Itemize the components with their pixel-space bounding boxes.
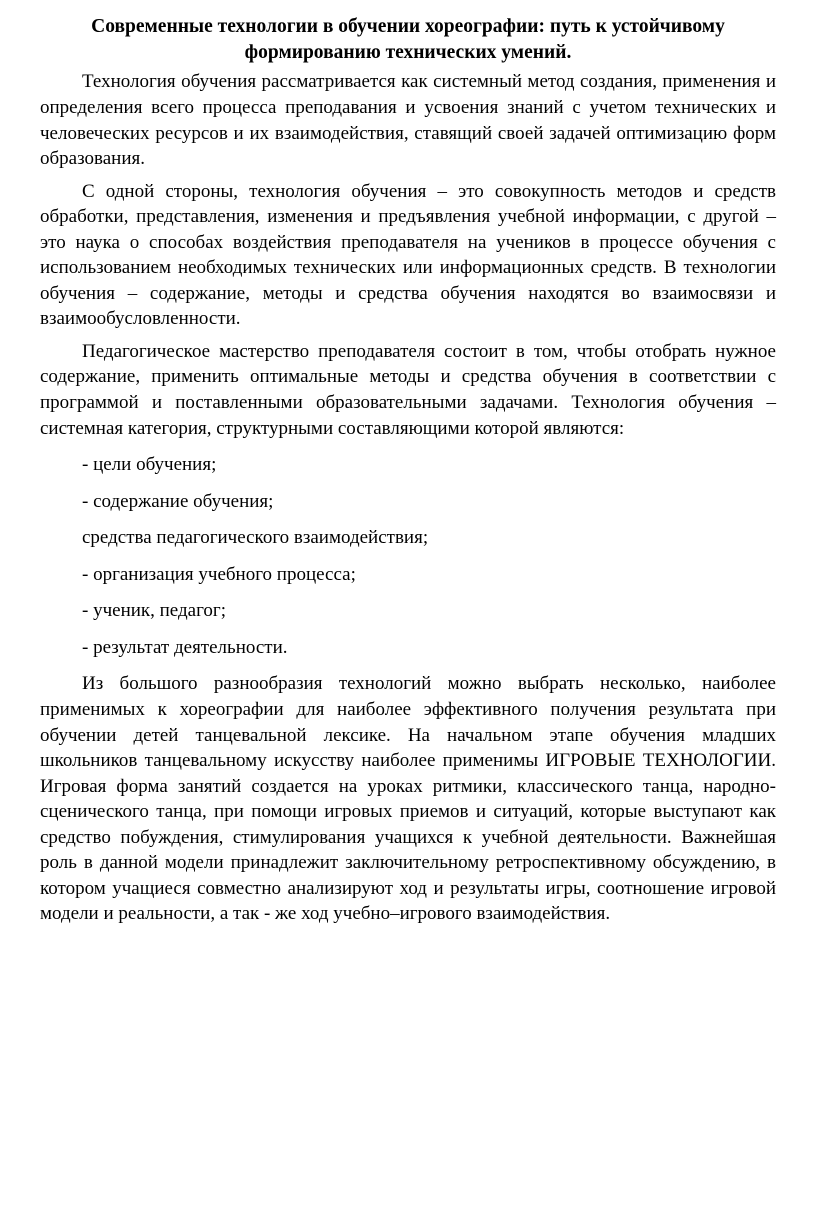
list-spacer xyxy=(40,442,776,452)
list-spacer xyxy=(40,515,776,525)
list-spacer xyxy=(40,479,776,489)
list-item: - результат деятельности. xyxy=(82,636,288,658)
list-item: - организация учебного процесса; xyxy=(82,563,356,585)
list-spacer xyxy=(40,625,776,635)
paragraph-final: Из большого разнообразия технологий можно выбрать несколько, наиболее применимых к хореографии для наиболее эффективного получения результата при обучении детей танцевальной лексике. На начальном этапе обучения младших школьников танцевальному искусству наиболее применимы ИГРОВЫЕ ТЕХНОЛОГИИ. Игровая форма занятий создается на уроках ритмики, классического танца, народно-сценического танца, при помощи игровых приемов и ситуаций, которые выступают как средство побуждения, стимулирования учащихся к учебной деятельности. Важнейшая роль в данной модели принадлежит заключительному ретроспективному обсуждению, в котором учащиеся совместно анализируют ход и результаты игры, соотношение игровой модели и реальности, а так - же ход учебно–игрового взаимодействия. xyxy=(40,673,776,925)
paragraph-1: Технология обучения рассматривается как системный метод создания, применения и определения всего процесса преподавания и усвоения знаний с учетом технических и человеческих ресурсов и их взаимодействия, ставящий своей задачей оптимизацию форм образования. xyxy=(40,71,776,170)
list-spacer xyxy=(40,588,776,598)
list-item: - ученик, педагог; xyxy=(82,600,226,622)
page-title: Современные технологии в обучении хореографии: путь к устойчивому формированию технических умений. xyxy=(91,16,725,63)
list-item: - содержание обучения; xyxy=(82,490,274,512)
paragraph-2: С одной стороны, технология обучения – это совокупность методов и средств обработки, представления, изменения и предъявления учебной информации, с другой – это наука о способах воздействия преподавателя на учеников в процессе обучения с использованием необходимых технических или информационных средств. В технологии обучения – содержание, методы и средства обучения находятся во взаимосвязи и взаимообусловленности. xyxy=(40,180,776,330)
paragraph-3: Педагогическое мастерство преподавателя состоит в том, чтобы отобрать нужное содержание, применить оптимальные методы и средства обучения в соответствии с программой и поставленными образовательными задачами. Технология обучения – системная категория, структурными составляющими которой являются: xyxy=(40,340,776,439)
list-item: - цели обучения; xyxy=(82,454,217,476)
list-item: средства педагогического взаимодействия; xyxy=(82,527,429,549)
list-spacer xyxy=(40,552,776,562)
paragraph-spacer xyxy=(40,661,776,671)
